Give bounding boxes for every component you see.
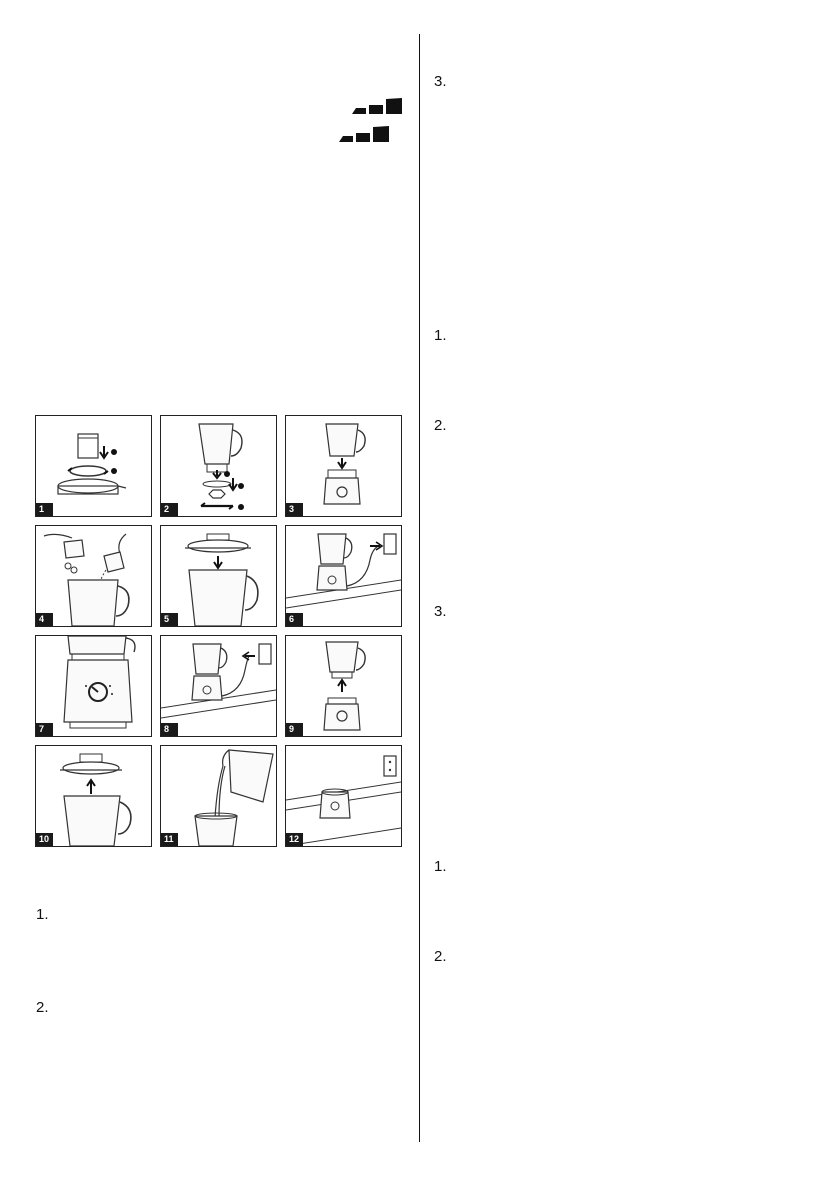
lift-jar-icon — [286, 636, 401, 736]
illustration-panel — [285, 745, 402, 847]
speed-medium-icon — [339, 124, 391, 144]
panel-number: 1 — [36, 503, 53, 516]
speed-dial-icon — [36, 636, 151, 736]
illustration-panel — [35, 525, 152, 627]
illustration-panel — [160, 635, 277, 737]
illustration-panel — [160, 525, 277, 627]
step-number: 1. — [434, 327, 447, 344]
plug-in-icon — [286, 526, 401, 626]
step-number: 3. — [434, 73, 447, 90]
step-number: 1. — [434, 858, 447, 875]
illustration-panel — [160, 415, 277, 517]
illustration-panel — [285, 415, 402, 517]
panel-number: 12 — [286, 833, 303, 846]
panel-number: 8 — [161, 723, 178, 736]
panel-number: 3 — [286, 503, 303, 516]
panel-number: 11 — [161, 833, 178, 846]
step-number: 1. — [36, 906, 49, 923]
speed-high-icon — [352, 96, 404, 116]
illustration-panel — [35, 415, 152, 517]
step-number: 2. — [434, 948, 447, 965]
panel-number: 2 — [161, 503, 178, 516]
attach-lid-icon — [161, 526, 276, 626]
step-number: 3. — [434, 603, 447, 620]
panel-number: 5 — [161, 613, 178, 626]
step-number: 2. — [36, 999, 49, 1016]
panel-number: 9 — [286, 723, 303, 736]
illustration-panel — [35, 745, 152, 847]
illustration-panel — [285, 635, 402, 737]
jar-on-base-icon — [286, 416, 401, 516]
illustration-panel — [35, 635, 152, 737]
pour-icon — [161, 746, 276, 846]
column-divider — [419, 34, 420, 1142]
panel-number: 6 — [286, 613, 303, 626]
remove-lid-icon — [36, 746, 151, 846]
illustration-panel — [285, 525, 402, 627]
blade-assembly-icon — [161, 416, 276, 516]
step-number: 2. — [434, 417, 447, 434]
panel-number: 10 — [36, 833, 53, 846]
illustration-panel — [160, 745, 277, 847]
lid-cap-assembly-icon — [36, 416, 151, 516]
add-ingredients-icon — [36, 526, 151, 626]
unplug-icon — [161, 636, 276, 736]
panel-number: 4 — [36, 613, 53, 626]
panel-number: 7 — [36, 723, 53, 736]
store-base-icon — [286, 746, 401, 846]
